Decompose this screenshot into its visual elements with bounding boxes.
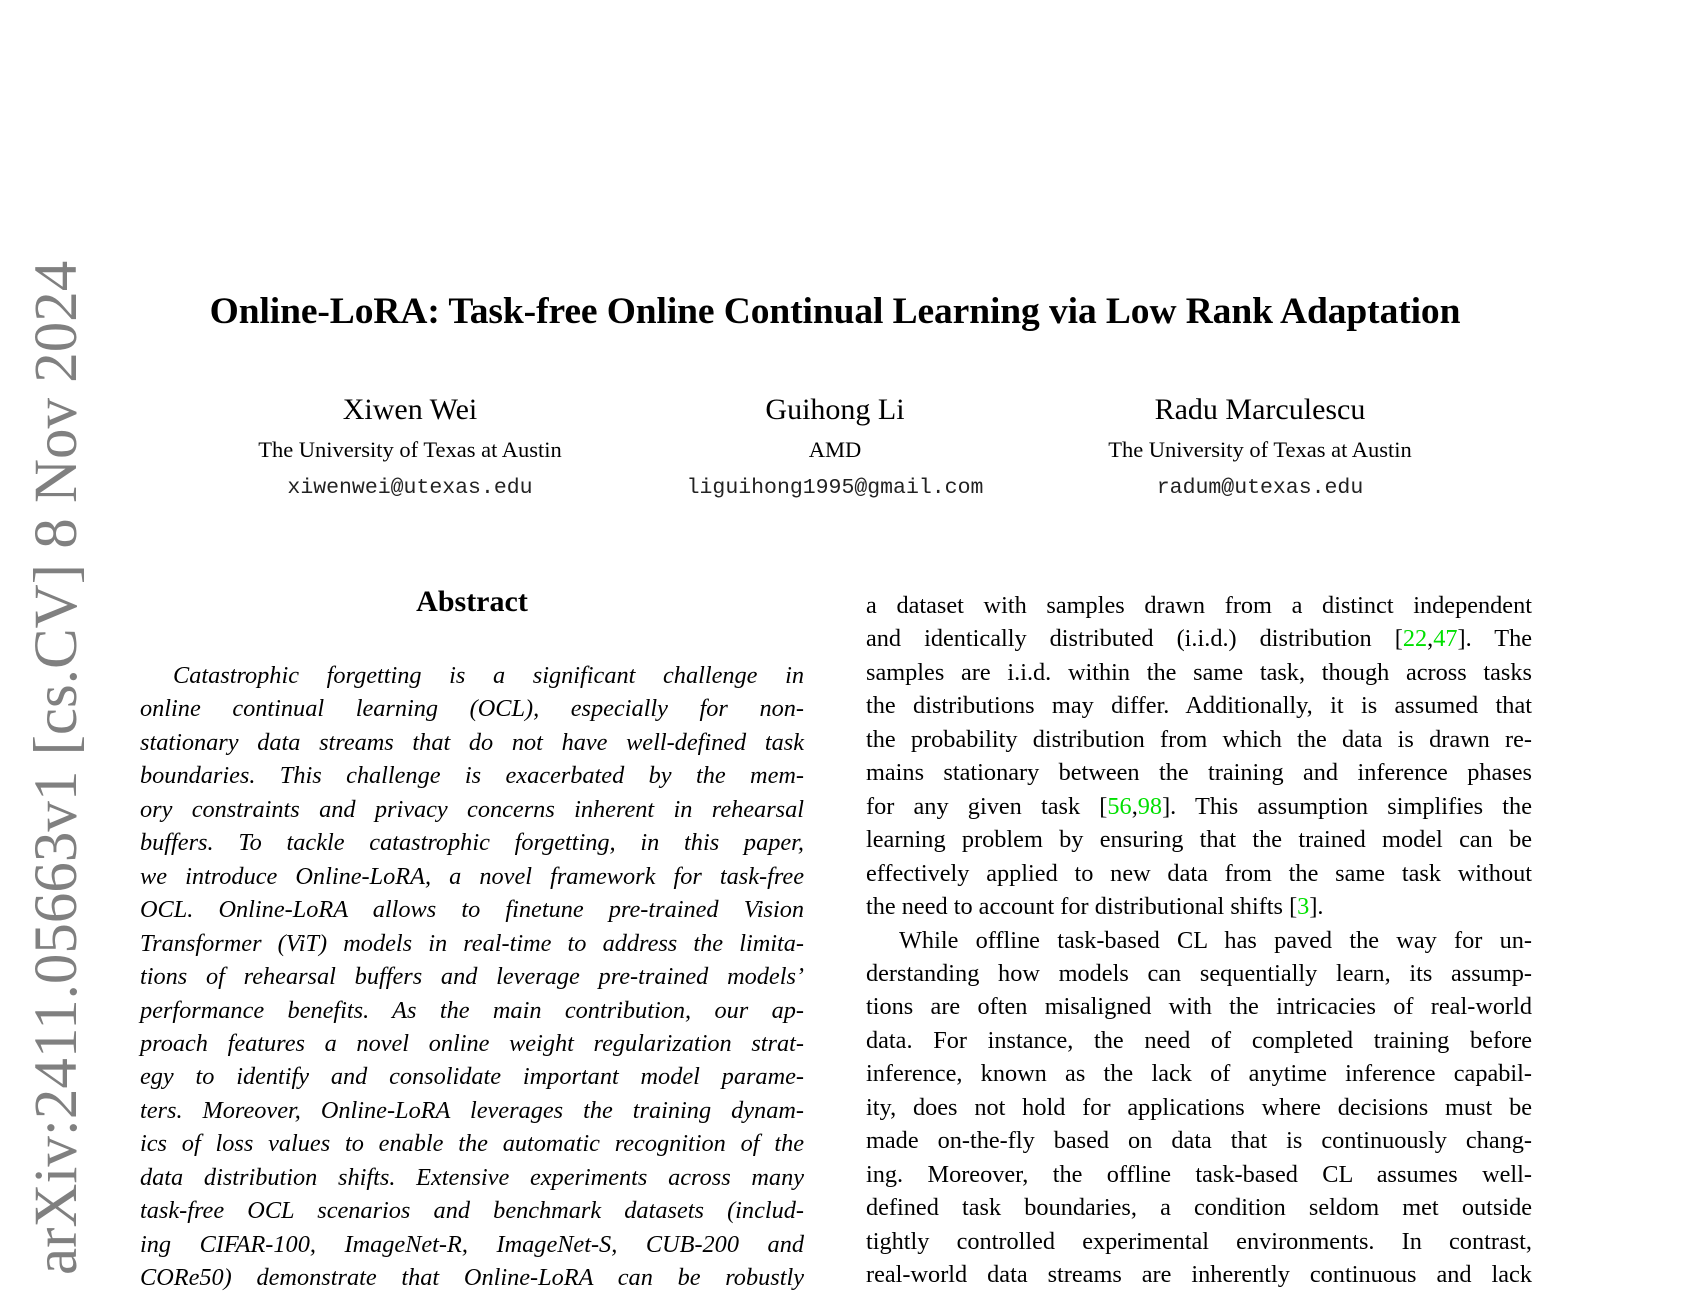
body-line <box>866 622 1532 655</box>
body-text: inference, known as the lack of anytime inference capabil- <box>866 1060 1532 1088</box>
body-line <box>866 957 1532 990</box>
abstract-line: Transformer (ViT) models in real-time to address the limita- <box>140 929 804 957</box>
body-text: derstanding how models can sequentially learn, its assump- <box>866 959 1532 987</box>
abstract-line: Catastrophic forgetting is a significant challenge in <box>173 662 804 689</box>
body-text: tions are often misaligned with the intricacies of real-world <box>866 993 1532 1021</box>
citation-link[interactable]: 98 <box>1137 792 1163 820</box>
body-text: a dataset with samples drawn from a distinct independent <box>866 592 1532 619</box>
body-text: data. For instance, the need of completed training before <box>866 1026 1532 1054</box>
body-line <box>866 990 1532 1023</box>
author-affiliation: The University of Texas at Austin <box>1108 437 1412 462</box>
abstract-line: stationary data streams that do not have well-defined task <box>140 728 804 756</box>
body-text: the distributions may differ. Additionally, it is assumed that <box>866 692 1532 720</box>
body-line <box>866 890 1532 923</box>
citation-link[interactable]: 3 <box>1297 893 1310 921</box>
body-text: ity, does not hold for applications where decisions must be <box>866 1093 1532 1121</box>
body-text: real-world data streams are inherently continuous and lack <box>866 1261 1532 1288</box>
author-affiliation: AMD <box>808 437 862 462</box>
body-line <box>866 924 1532 957</box>
body-line <box>866 589 1532 622</box>
body-line <box>866 1124 1532 1157</box>
body-text: mains stationary between the training and inference phases <box>866 759 1532 787</box>
body-line <box>866 1024 1532 1057</box>
author-email[interactable]: radum@utexas.edu <box>1156 476 1364 500</box>
author-name: Guihong Li <box>765 393 905 426</box>
citation-link[interactable]: 56 <box>1107 792 1132 820</box>
body-text: the need to account for distributional shifts [ <box>866 893 1298 921</box>
abstract-line: boundaries. This challenge is exacerbated by the mem- <box>140 762 804 790</box>
body-text: learning problem by ensuring that the trained model can be <box>866 826 1532 854</box>
body-text: tightly controlled experimental environments. In contrast, <box>866 1227 1532 1255</box>
body-text: and identically distributed (i.i.d.) distribution [ <box>866 625 1403 653</box>
abstract-line: online continual learning (OCL), especially for non- <box>140 695 804 723</box>
body-text: for any given task [ <box>866 792 1108 820</box>
abstract-line: ing CIFAR-100, ImageNet-R, ImageNet-S, CUB-200 and <box>140 1230 804 1258</box>
body-text: While offline task-based CL has paved the way for un- <box>899 926 1532 954</box>
abstract-line: OCL. Online-LoRA allows to finetune pre-trained Vision <box>140 896 804 924</box>
body-line <box>866 656 1532 689</box>
body-line <box>866 790 1532 823</box>
body-line <box>866 689 1532 722</box>
body-line <box>866 756 1532 789</box>
abstract-line: egy to identify and consolidate important model parame- <box>140 1063 804 1091</box>
body-text: ]. <box>1309 893 1324 921</box>
body-text: defined task boundaries, a condition seldom met outside <box>866 1194 1532 1222</box>
body-text: effectively applied to new data from the same task without <box>866 859 1532 887</box>
body-text: samples are i.i.d. within the same task, though across tasks <box>866 658 1532 686</box>
arxiv-side-stamp: arXiv:2411.05663v1 [cs.CV] 8 Nov 2024 <box>23 260 90 1275</box>
author-affiliation: The University of Texas at Austin <box>258 437 562 462</box>
abstract-heading: Abstract <box>416 585 528 618</box>
abstract-line: buffers. To tackle catastrophic forgetting, in this paper, <box>140 829 804 857</box>
body-text: , <box>1427 625 1434 653</box>
body-line <box>866 1091 1532 1124</box>
abstract-line: tions of rehearsal buffers and leverage pre-trained models’ <box>140 963 804 991</box>
body-text: ]. The <box>1457 625 1532 653</box>
body-line <box>866 723 1532 756</box>
abstract-line: performance benefits. As the main contribution, our ap- <box>140 996 804 1024</box>
citation-link[interactable]: 22 <box>1402 625 1428 653</box>
body-line <box>866 1191 1532 1224</box>
author-name: Radu Marculescu <box>1154 393 1366 426</box>
author-1 <box>200 392 620 502</box>
author-email[interactable]: liguihong1995@gmail.com <box>686 476 984 500</box>
author-block <box>0 392 1700 512</box>
abstract-line: ters. Moreover, Online-LoRA leverages the training dynam- <box>140 1096 804 1124</box>
citation-link[interactable]: 47 <box>1433 625 1458 653</box>
abstract-line: proach features a novel online weight regularization strat- <box>140 1029 804 1057</box>
body-line <box>866 1225 1532 1258</box>
abstract-line: task-free OCL scenarios and benchmark datasets (includ- <box>140 1197 804 1225</box>
author-2 <box>625 392 1045 502</box>
body-line <box>866 823 1532 856</box>
abstract-line: ics of loss values to enable the automatic recognition of the <box>140 1130 804 1158</box>
body-line <box>866 857 1532 890</box>
author-name: Xiwen Wei <box>342 393 478 426</box>
body-text: , <box>1131 792 1138 820</box>
abstract-line: CORe50) demonstrate that Online-LoRA can be robustly <box>140 1264 804 1292</box>
author-email[interactable]: xiwenwei@utexas.edu <box>287 476 533 500</box>
abstract-line: ory constraints and privacy concerns inherent in rehearsal <box>140 795 804 823</box>
author-3 <box>1050 392 1470 502</box>
abstract-line: data distribution shifts. Extensive experiments across many <box>140 1163 804 1191</box>
abstract-line: we introduce Online-LoRA, a novel framework for task-free <box>140 862 804 890</box>
body-text: ]. This assumption simplifies the <box>1162 792 1532 820</box>
body-line <box>866 1158 1532 1191</box>
body-text: ing. Moreover, the offline task-based CL assumes well- <box>866 1160 1532 1188</box>
body-text: made on-the-fly based on data that is continuously chang- <box>866 1127 1532 1155</box>
body-text: the probability distribution from which the data is drawn re- <box>866 725 1532 753</box>
body-line <box>866 1057 1532 1090</box>
paper-title: Online-LoRA: Task-free Online Continual Learning via Low Rank Adaptation <box>209 291 1461 332</box>
